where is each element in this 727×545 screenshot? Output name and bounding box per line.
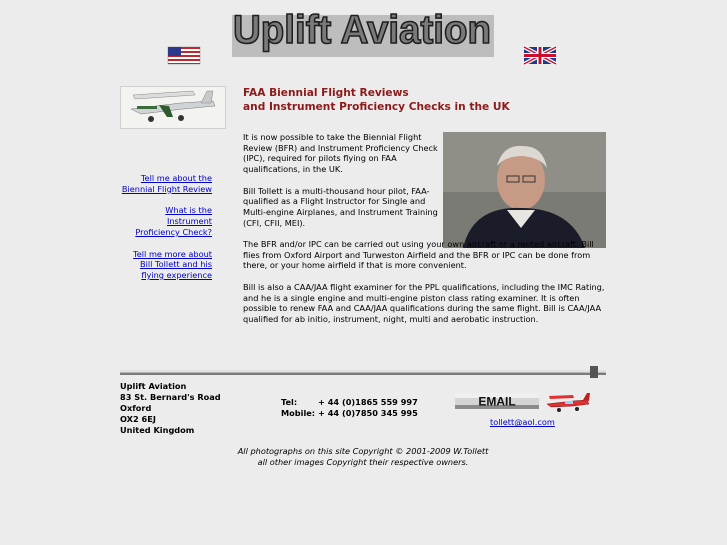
- phone-contacts: [281, 397, 418, 419]
- copyright-line-1: All photographs on this site Copyright © 2001-2009 W.Tollett: [237, 446, 489, 456]
- postal-address: [120, 381, 230, 436]
- heading-line-1: FAA Biennial Flight Reviews: [243, 87, 409, 99]
- uk-flag-icon: [522, 44, 558, 66]
- mobile-row: [281, 408, 418, 419]
- bill-qualifications-paragraph: Bill Tollett is a multi-thousand hour pilot, FAA-qualified as a Flight Instructor for Single and Multi-engine Airplanes, and Instrument Training (CFI, CFII, MEI).: [243, 185, 438, 228]
- address-line-4: OX2 6EJ: [120, 414, 156, 424]
- intro-paragraph: It is now possible to take the Biennial Flight Review (BFR) and Instrument Proficiency Check (IPC), required for pilots flying on FAA qualifications, in the UK.: [243, 132, 438, 175]
- tel-label: Tel:: [281, 397, 298, 407]
- red-plane-icon: [543, 392, 593, 414]
- page-heading: [243, 86, 563, 114]
- mobile-label: Mobile:: [281, 408, 316, 418]
- tel-number: + 44 (0)1865 559 997: [318, 397, 418, 407]
- uplift-aviation-logo: [226, 7, 498, 59]
- main-content: [243, 132, 605, 335]
- biennial-review-link[interactable]: Tell me about the Biennial Flight Review: [121, 173, 212, 194]
- mobile-number: + 44 (0)7850 345 995: [318, 408, 418, 418]
- address-line-1: Uplift Aviation: [120, 381, 187, 391]
- email-button-label: EMAIL: [478, 394, 516, 409]
- divider: [120, 366, 606, 380]
- address-line-5: United Kingdom: [120, 425, 195, 435]
- heading-line-2: and Instrument Proficiency Checks in the UK: [243, 101, 510, 113]
- logo-text: Uplift Aviation: [233, 8, 491, 52]
- aircraft-photo: [120, 86, 226, 129]
- tel-row: [281, 397, 418, 408]
- copyright-notice: [228, 446, 498, 468]
- address-line-2: 83 St. Bernard's Road: [120, 392, 221, 402]
- examiner-paragraph: Bill is also a CAA/JAA flight examiner for the PPL qualifications, including the IMC Rating, and he is a single engine and multi-engine piston class rating examiner. It is often possible to renew FAA and CAA/JAA qualifications during the same flight. Bill is CAA/JAA qualified for ab initio, instrument, night, multi and aerobatic instruction.: [243, 281, 605, 324]
- email-button[interactable]: [455, 392, 539, 410]
- side-nav: [120, 173, 212, 292]
- address-line-3: Oxford: [120, 403, 152, 413]
- us-flag-icon: [166, 44, 202, 66]
- aircraft-paragraph: The BFR and/or IPC can be carried out using your own aircraft or a rented aircraft. Bill flies from Oxford Airport and Turweston Airfield and the BFR or IPC can be done from there, or your home airfield if that is more convenient.: [243, 239, 594, 271]
- email-link[interactable]: tollett@aol.com: [490, 417, 555, 427]
- instrument-check-link[interactable]: What is the Instrument Proficiency Check?: [135, 205, 212, 237]
- bill-tollett-link[interactable]: Tell me more about Bill Tollett and his flying experience: [133, 248, 212, 280]
- copyright-line-2: all other images Copyright their respective owners.: [257, 457, 469, 467]
